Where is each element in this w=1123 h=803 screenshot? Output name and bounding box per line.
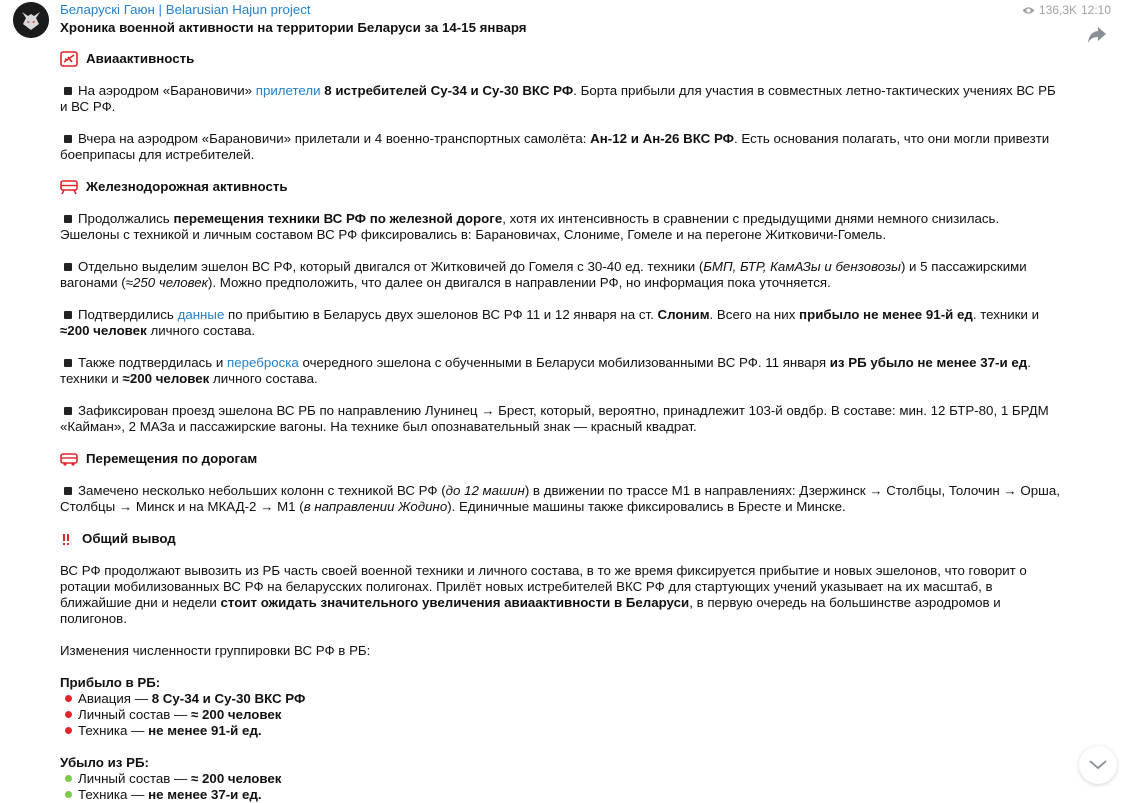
rail-paragraph-2: Отдельно выделим эшелон ВС РФ, который двигался от Житковичей до Гомеля с 30-40 ед. техники (БМП, БТР, КамАЗы и бензовозы) и 5 пассажирскими вагонами (≈250 человек). Можно предположить, что далее он двигался в направлении РФ, но информация пока уточняется. (60, 259, 1027, 290)
bullet-square-icon (64, 87, 72, 95)
list-item: Техника — не менее 91-й ед. (60, 723, 1060, 739)
airplane-icon (60, 51, 78, 67)
air-paragraph-1: На аэродром «Барановичи» прилетели 8 истребителей Су-34 и Су-30 ВКС РФ. Борта прибыли для участия в совместных летно-тактических учениях ВС РБ и ВС РФ. (60, 83, 1056, 114)
bullet-square-icon (64, 135, 72, 143)
bullet-square-icon (64, 311, 72, 319)
left-heading: Убыло из РБ: (60, 755, 149, 770)
list-item: Техника — не менее 37-и ед. (60, 787, 1060, 803)
bullet-square-icon (64, 215, 72, 223)
link-transfer[interactable]: переброска (227, 355, 299, 370)
section-title: Перемещения по дорогам (86, 451, 258, 466)
share-icon (1087, 26, 1107, 44)
section-title: Железнодорожная активность (86, 179, 288, 194)
view-count: 136,3K (1038, 3, 1077, 17)
red-dot-icon (65, 695, 72, 702)
section-heading-rail (60, 179, 1060, 195)
rail-paragraph-1: Продолжались перемещения техники ВС РФ по железной дороге, хотя их интенсивность в сравнении с предыдущими днями немного снизилась. Эшелоны с техникой и личным составом ВС РФ фиксировались в: Барановичах, Слониме, Гомеле и на перегоне Житковичи-Гомель. (60, 211, 1000, 242)
chevron-down-icon (1089, 760, 1107, 770)
link-data[interactable]: данные (177, 307, 225, 322)
rail-paragraph-5: Зафиксирован проезд эшелона ВС РБ по направлению Лунинец → Брест, который, вероятно, принадлежит 103-й овдбр. В составе: мин. 12 БТР-80, 1 БРДМ «Кайман», 2 МАЗа и пассажирские вагоны. На технике был опознавательный знак — красный квадрат. (60, 403, 1049, 434)
list-item: Личный состав — ≈ 200 человек (60, 771, 1060, 787)
scroll-down-button[interactable] (1079, 746, 1117, 784)
rail-paragraph-4: Также подтвердилась и переброска очередного эшелона с обученными в Беларуси мобилизованными ВС РФ. 11 января из РБ убыло не менее 37-и ед. техники и ≈200 человек личного состава. (60, 355, 1031, 386)
channel-avatar[interactable] (13, 2, 49, 38)
share-button[interactable] (1087, 26, 1107, 44)
post-meta (1022, 2, 1111, 18)
bullet-square-icon (64, 359, 72, 367)
link-arrived[interactable]: прилетели (255, 83, 321, 98)
train-icon (60, 179, 78, 195)
section-title: Авиаактивность (86, 51, 195, 66)
double-exclamation-icon (60, 531, 72, 547)
post-body (60, 51, 1060, 803)
section-title: Общий вывод (82, 531, 176, 546)
section-heading-air (60, 51, 1060, 67)
section-heading-summary (60, 531, 1060, 547)
red-dot-icon (65, 711, 72, 718)
channel-name[interactable]: Беларускі Гаюн | Belarusian Hajun project (60, 2, 311, 17)
arrived-heading: Прибыло в РБ: (60, 675, 161, 690)
bullet-square-icon (64, 407, 72, 415)
post-time: 12:10 (1080, 3, 1111, 17)
bullet-square-icon (64, 263, 72, 271)
roads-paragraph-1: Замечено несколько небольших колонн с техникой ВС РФ (до 12 машин) в движении по трассе М1 в направлениях: Дзержинск → Столбцы, Толочин → Орша, Столбцы → Минск и на МКАД-2 → М1 (в направлении Жодино). Единичные машины также фиксировались в Бресте и Минске. (60, 483, 1060, 514)
list-item: Личный состав — ≈ 200 человек (60, 707, 1060, 723)
summary-paragraph-2: Изменения численности группировки ВС РФ в РБ: (60, 643, 371, 658)
rail-paragraph-3: Подтвердились данные по прибытию в Беларусь двух эшелонов ВС РФ 11 и 12 января на ст. Слоним. Всего на них прибыло не менее 91-й ед. техники и ≈200 человек личного состава. (60, 307, 1040, 338)
post-title: Хроника военной активности на территории Беларуси за 14-15 января (60, 20, 527, 35)
section-heading-roads (60, 451, 1060, 467)
green-dot-icon (65, 775, 72, 782)
bullet-square-icon (64, 487, 72, 495)
arrived-list (60, 675, 1060, 739)
green-dot-icon (65, 791, 72, 798)
wolf-logo-icon (13, 2, 49, 38)
list-item: Авиация — 8 Су-34 и Су-30 ВКС РФ (60, 691, 1060, 707)
left-list (60, 755, 1060, 803)
air-paragraph-2: Вчера на аэродром «Барановичи» прилетали и 4 военно-транспортных самолёта: Ан-12 и Ан-26 ВКС РФ. Есть основания полагать, что они могли привезти боеприпасы для истребителей. (60, 131, 1050, 162)
bus-icon (60, 451, 78, 467)
red-dot-icon (65, 727, 72, 734)
eye-icon (1022, 6, 1035, 15)
summary-paragraph-1: ВС РФ продолжают вывозить из РБ часть своей военной техники и личного состава, в то же время фиксируется прибытие и новых эшелонов, что говорит о ротации мобилизованных ВС РФ на беларусских полигонах. Прилёт новых истребителей ВКС РФ для стартующих учений указывает на их масштаб, в ближайшие дни и недели стоит ожидать значительного увеличения авиаактивности в Беларуси, в первую очередь на большинстве аэродромов и полигонов. (60, 563, 1027, 626)
